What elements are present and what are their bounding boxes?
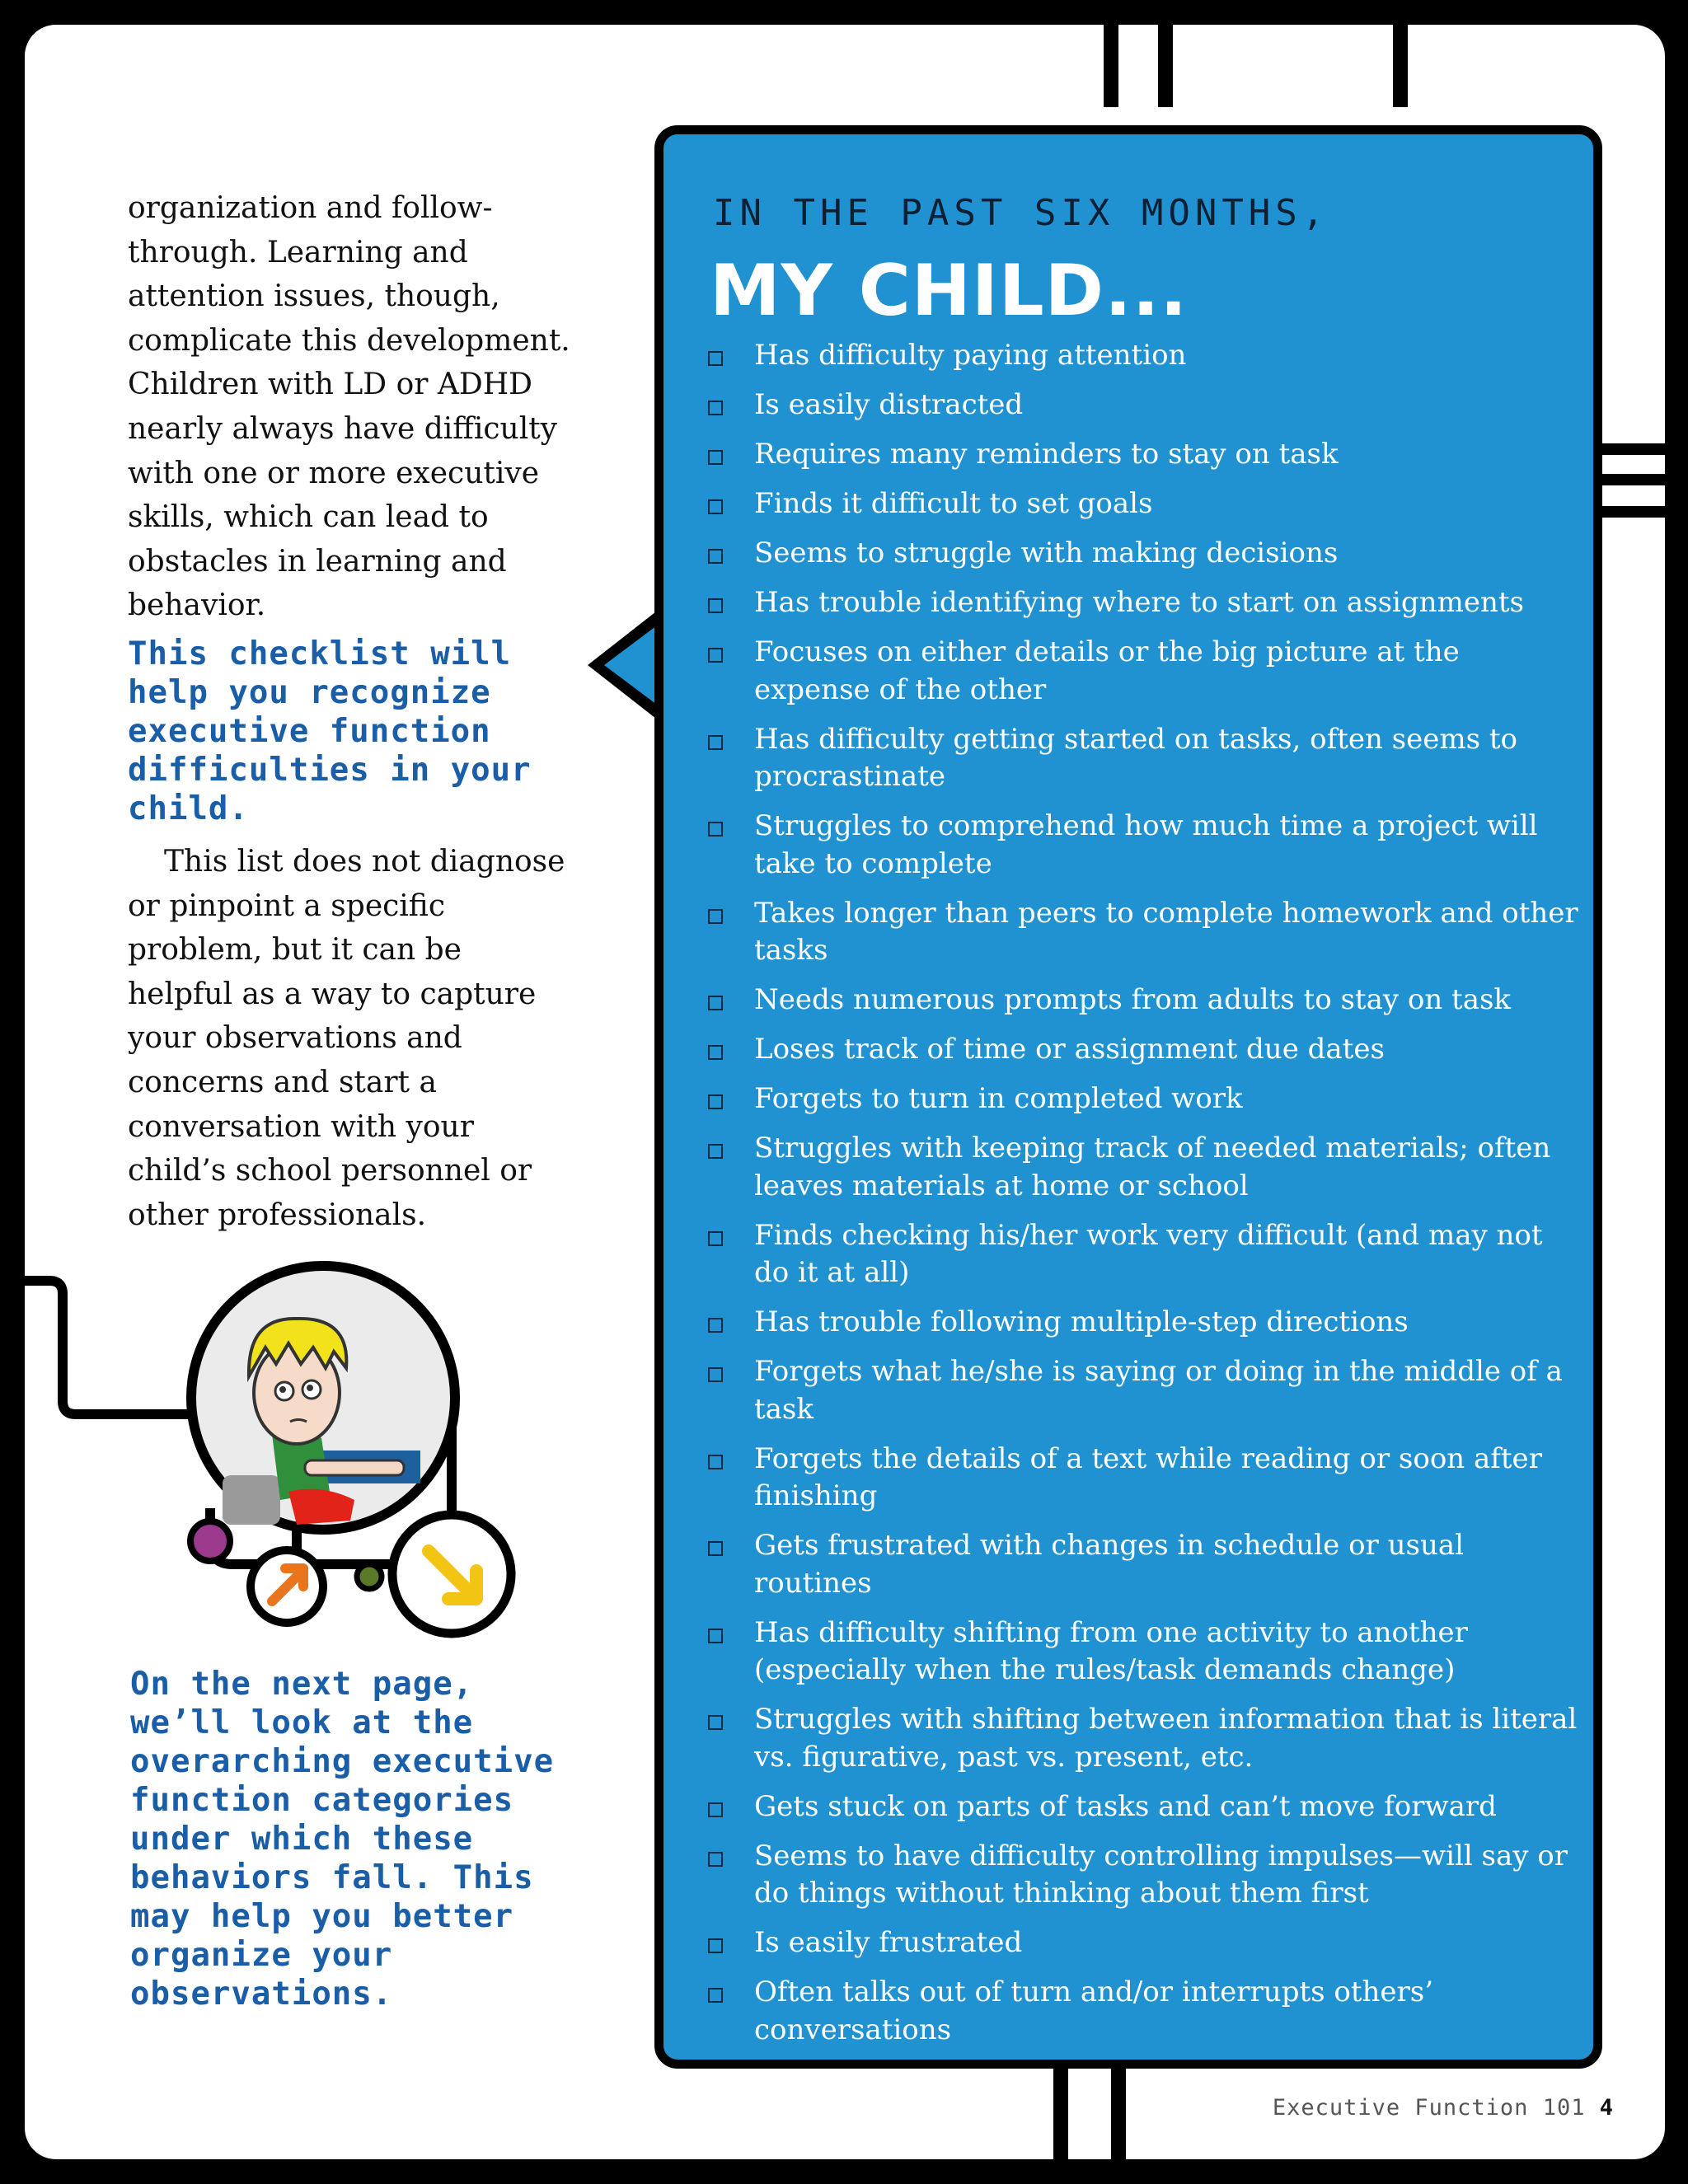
checkbox[interactable] [708,450,723,465]
checkbox[interactable] [708,1045,723,1060]
checklist-item [706,1217,1580,1292]
checkbox[interactable] [708,1231,723,1246]
checklist-item-label: Has difficulty shifting from one activity to another (especially when the rules/task demands change) [754,1615,1468,1686]
checklist-item [706,436,1580,474]
checklist-item-label: Requires many reminders to stay on task [754,438,1339,471]
page-footer [1273,2095,1614,2121]
checklist-item-label: Takes longer than peers to complete homework and other tasks [754,896,1578,967]
checklist-item [706,1441,1580,1516]
left-column [128,186,573,1237]
checklist-item-label: Forgets what he/she is saying or doing in the middle of a task [754,1355,1563,1426]
checkbox[interactable] [708,735,723,750]
checklist-item [706,1080,1580,1118]
top-bar-2 [1158,25,1173,107]
page-number: 4 [1599,2095,1614,2121]
checklist-item [706,1838,1580,1913]
checklist-item [706,1130,1580,1205]
checklist-item-label: Forgets to turn in completed work [754,1082,1243,1115]
behavior-checklist [706,337,1580,2061]
disclaimer-paragraph: This list does not diagnose or pinpoint a specific problem, but it can be helpful as a way to capture your observations and concerns and start a conversation with your child’s school personnel or other professionals. [128,844,565,1232]
checklist-item [706,895,1580,970]
panel-title: MY CHILD... [710,250,1189,332]
checklist-item-label: Struggles to comprehend how much time a project will take to complete [754,809,1538,880]
intro-paragraph: organization and follow-through. Learning and attention issues, though, complicate this development. Children with LD or ADHD nearly always have difficulty with one or more executive skills, which can lead to obstacles in learning and behavior. [128,191,570,623]
checklist-item [706,808,1580,883]
child-illustration [25,1244,585,1648]
checklist-item [706,1031,1580,1069]
checkbox[interactable] [708,1455,723,1469]
checklist-item-label: Forgets the details of a text while reading or soon after finishing [754,1441,1542,1512]
checklist-item-label: Has difficulty paying attention [754,339,1187,372]
next-page-callout: On the next page, we’ll look at the overarching executive function categories under which these behaviors fall. This may help you better organize your observations. [130,1666,555,2013]
checklist-item-label: Loses track of time or assignment due dates [754,1033,1385,1066]
checklist-item [706,584,1580,622]
checklist-item-label: Is easily frustrated [754,1926,1023,1959]
checklist-item-label: Struggles with keeping track of needed materials; often leaves materials at home or school [754,1132,1551,1202]
checkbox[interactable] [708,1367,723,1382]
checklist-callout: This checklist will help you recognize executive function difficulties in your child. [128,635,532,827]
checklist-item [706,1353,1580,1428]
checklist-item-label: Is easily distracted [754,388,1024,421]
checklist-item-label: Finds checking his/her work very difficult (and may not do it at all) [754,1218,1543,1289]
bottom-bar-2 [1111,2060,1126,2159]
footer-title: Executive Function 101 [1272,2095,1586,2121]
checklist-item [706,1788,1580,1826]
checklist-item [706,982,1580,1019]
checklist-item [706,721,1580,796]
checkbox[interactable] [708,549,723,564]
checklist-item-label: Focuses on either details or the big picture at the expense of the other [754,635,1460,706]
checkbox[interactable] [708,1715,723,1730]
checklist-item-label: Gets frustrated with changes in schedule or usual routines [754,1529,1464,1600]
checklist-item [706,387,1580,424]
checklist-item-label: Has trouble following multiple-step directions [754,1305,1409,1338]
checkbox[interactable] [708,1629,723,1643]
checkbox[interactable] [708,598,723,613]
checklist-item-label: Has difficulty getting started on tasks, often seems to procrastinate [754,722,1517,793]
checklist-item [706,485,1580,523]
checklist-panel [654,125,1602,2069]
checklist-item-label: Has trouble identifying where to start on assignments [754,586,1524,619]
checklist-item [706,535,1580,573]
checklist-item [706,1304,1580,1342]
checklist-item [706,1924,1580,1962]
checkbox[interactable] [708,909,723,924]
checklist-item-label: Needs numerous prompts from adults to stay on task [754,983,1512,1016]
checklist-item-label: Often talks out of turn and/or interrupts others’ conversations [754,1975,1434,2046]
checkbox[interactable] [708,648,723,663]
checkbox[interactable] [708,996,723,1010]
checklist-item [706,1701,1580,1776]
checklist-item [706,1974,1580,2049]
checklist-item [706,337,1580,375]
checklist-item-label: Finds it difficult to set goals [754,487,1153,520]
checklist-item-label: Struggles with shifting between information that is literal vs. figurative, past vs. present, etc. [754,1703,1578,1774]
checkbox[interactable] [708,1144,723,1159]
checkbox[interactable] [708,1852,723,1867]
page [25,25,1665,2159]
checkbox[interactable] [708,1802,723,1817]
checklist-item-label: Seems to struggle with making decisions [754,537,1339,569]
top-bar-3 [1393,25,1408,107]
top-bar-1 [1104,25,1118,107]
checkbox[interactable] [708,351,723,366]
checkbox[interactable] [708,401,723,415]
checkbox[interactable] [708,822,723,837]
checkbox[interactable] [708,1541,723,1556]
checklist-item [706,1527,1580,1602]
checklist-item-label: Seems to have difficulty controlling impulses—will say or do things without thinking about them first [754,1839,1568,1910]
checkbox[interactable] [708,1094,723,1109]
checkbox[interactable] [708,499,723,514]
checklist-item-label: Gets stuck on parts of tasks and can’t move forward [754,1789,1497,1823]
checkbox[interactable] [708,1988,723,2003]
panel-subtitle: IN THE PAST SIX MONTHS, [713,192,1329,234]
checklist-item [706,1615,1580,1690]
checkbox[interactable] [708,1318,723,1333]
checkbox[interactable] [708,1938,723,1953]
checklist-item [706,634,1580,709]
bottom-bar-1 [1053,2060,1068,2159]
